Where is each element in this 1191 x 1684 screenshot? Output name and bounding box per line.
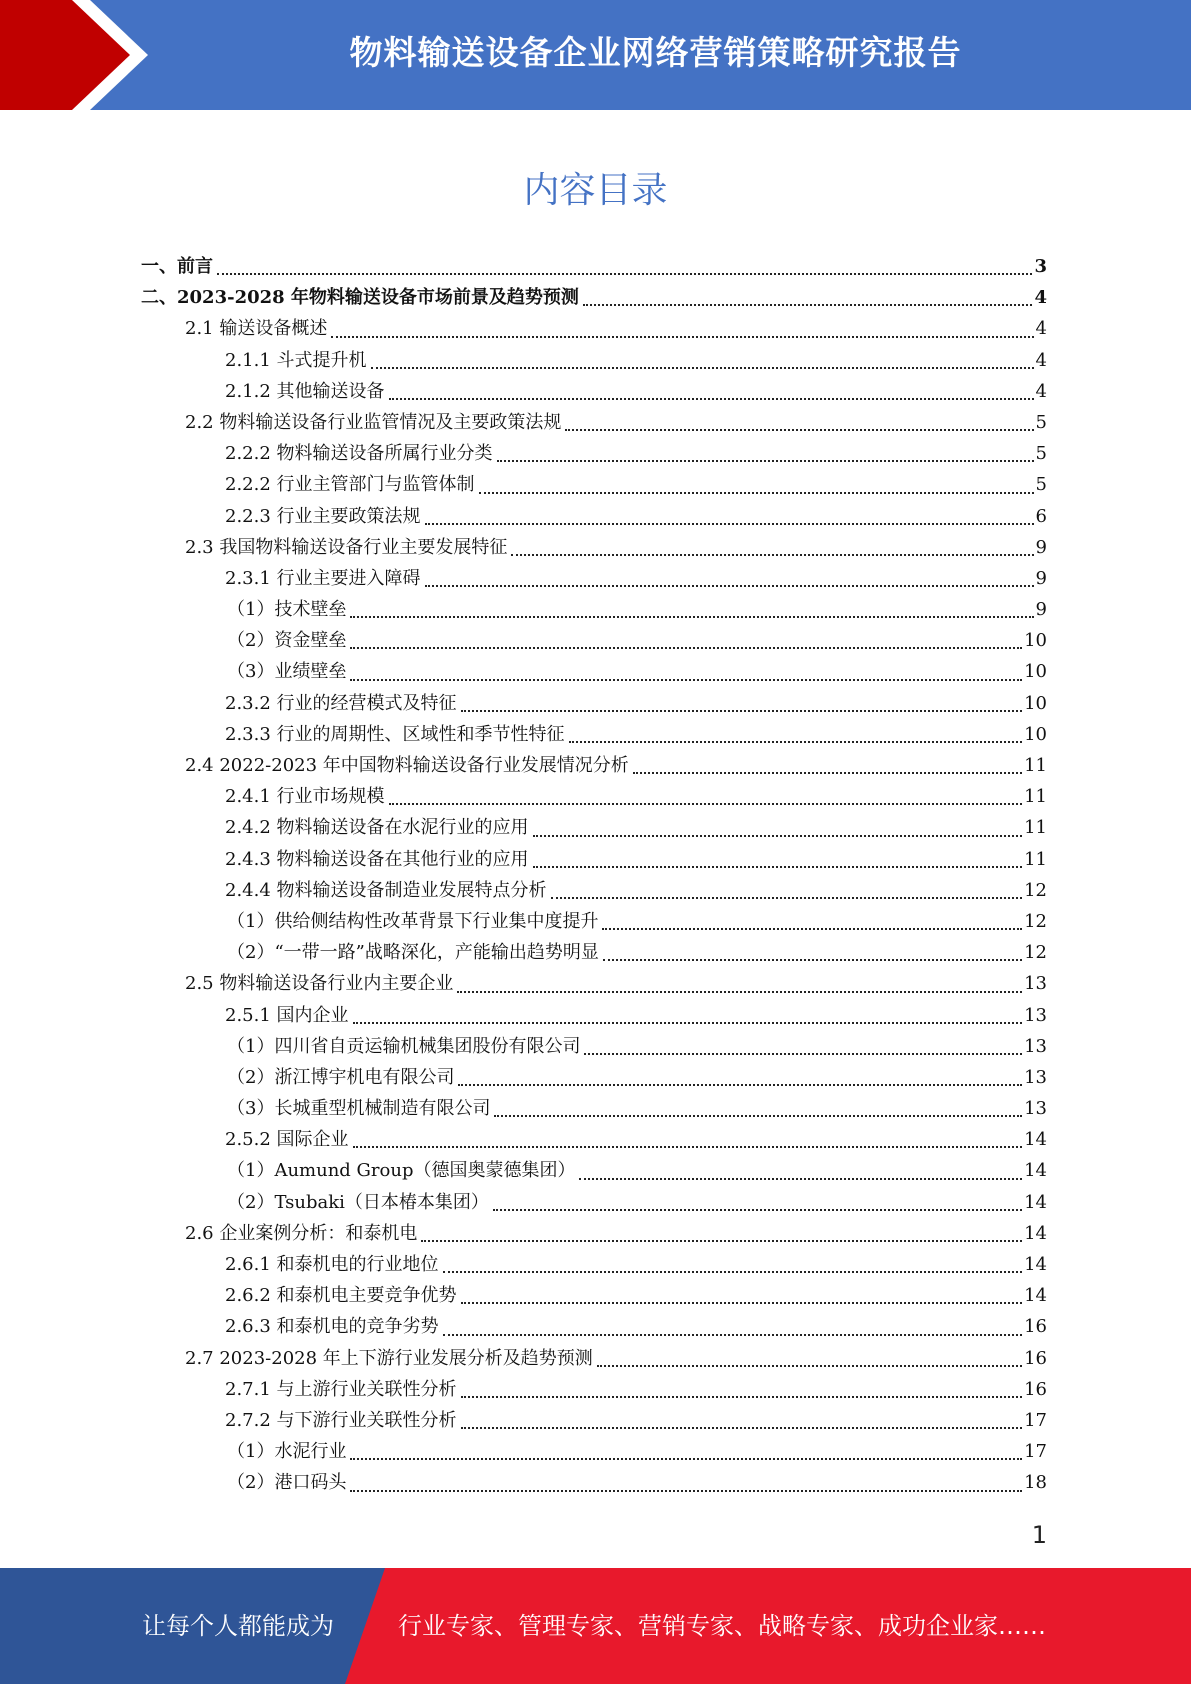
toc-entry[interactable]	[141, 564, 1047, 595]
toc-entry-page: 13	[1024, 1004, 1047, 1026]
toc-entry-page: 10	[1024, 723, 1047, 745]
toc-entry[interactable]	[141, 1437, 1047, 1468]
toc-entry-label: （1）水泥行业	[227, 1441, 347, 1463]
toc-dot-leader	[353, 1020, 1023, 1024]
toc-entry[interactable]	[141, 969, 1047, 1000]
toc-dot-leader	[350, 614, 1033, 618]
toc-entry-page: 5	[1035, 474, 1047, 496]
toc-entry-page: 13	[1024, 973, 1047, 995]
toc-entry[interactable]	[141, 657, 1047, 688]
toc-entry-page: 4	[1035, 380, 1047, 402]
toc-heading: 内容目录	[523, 170, 668, 211]
toc-entry-label: 2.3 我国物料输送设备行业主要发展特征	[185, 536, 508, 558]
toc-dot-leader	[421, 1238, 1022, 1242]
toc-entry[interactable]	[141, 1188, 1047, 1219]
toc-entry-label: 2.6.3 和泰机电的竞争劣势	[225, 1316, 439, 1338]
toc-entry-page: 14	[1024, 1129, 1047, 1151]
toc-entry[interactable]	[141, 1125, 1047, 1156]
toc-entry-page: 14	[1024, 1160, 1047, 1182]
toc-entry-label: 2.2 物料输送设备行业监管情况及主要政策法规	[185, 411, 562, 433]
toc-entry[interactable]	[141, 377, 1047, 408]
toc-dot-leader	[457, 989, 1022, 993]
toc-entry-label: 2.7.2 与下游行业关联性分析	[225, 1409, 457, 1431]
toc-entry-page: 6	[1035, 505, 1047, 527]
toc-entry[interactable]	[141, 782, 1047, 813]
toc-entry[interactable]	[141, 283, 1047, 314]
toc-dot-leader	[217, 271, 1032, 275]
header-bar	[0, 0, 1191, 110]
toc-entry-label: 2.4.3 物料输送设备在其他行业的应用	[225, 848, 529, 870]
toc-entry-page: 16	[1024, 1316, 1047, 1338]
toc-entry-label: 2.1 输送设备概述	[185, 318, 328, 340]
toc-entry[interactable]	[141, 252, 1047, 283]
toc-entry-label: 二、2023-2028 年物料输送设备市场前景及趋势预测	[141, 287, 579, 309]
toc-entry[interactable]	[141, 533, 1047, 564]
toc-dot-leader	[565, 427, 1033, 431]
page-number: 1	[1031, 1521, 1047, 1549]
toc-entry-label: （2）Tsubaki（日本椿本集团）	[227, 1191, 489, 1213]
toc-entry-label: 一、前言	[141, 256, 213, 277]
toc-entry-page: 13	[1024, 1066, 1047, 1088]
toc-entry-page: 11	[1024, 817, 1047, 839]
toc-entry-page: 17	[1024, 1441, 1047, 1463]
toc-entry[interactable]	[141, 845, 1047, 876]
toc-entry-page: 10	[1024, 692, 1047, 714]
toc-entry[interactable]	[141, 1250, 1047, 1281]
toc-entry-page: 10	[1024, 630, 1047, 652]
toc-entry-page: 16	[1024, 1378, 1047, 1400]
toc-entry-label: 2.6 企业案例分析：和泰机电	[185, 1222, 418, 1244]
toc-entry-label: 2.5.1 国内企业	[225, 1004, 349, 1026]
toc-entry-label: 2.3.3 行业的周期性、区域性和季节性特征	[225, 723, 565, 745]
toc-entry[interactable]	[141, 1032, 1047, 1063]
toc-entry-label: （2）浙江博宇机电有限公司	[227, 1066, 455, 1088]
toc-entry-page: 12	[1024, 910, 1047, 932]
toc-dot-leader	[603, 957, 1022, 961]
toc-entry-page: 4	[1035, 349, 1047, 371]
toc-entry-page: 9	[1035, 599, 1047, 621]
toc-entry-page: 18	[1024, 1472, 1047, 1494]
toc-entry[interactable]	[141, 1063, 1047, 1094]
toc-dot-leader	[579, 1176, 1022, 1180]
toc-entry[interactable]	[141, 1406, 1047, 1437]
toc-dot-leader	[350, 1488, 1022, 1492]
toc-entry-page: 14	[1024, 1285, 1047, 1307]
toc-entry-label: 2.4.4 物料输送设备制造业发展特点分析	[225, 879, 547, 901]
toc-entry-page: 12	[1024, 942, 1047, 964]
toc-dot-leader	[533, 864, 1023, 868]
toc-entry-label: 2.2.2 行业主管部门与监管体制	[225, 474, 475, 496]
toc-entry-label: （2）资金壁垒	[227, 630, 347, 652]
footer-slogan-right: 行业专家、管理专家、营销专家、战略专家、成功企业家……	[398, 1612, 1046, 1640]
toc-entry[interactable]	[141, 1094, 1047, 1125]
toc-dot-leader	[350, 677, 1022, 681]
toc-dot-leader	[443, 1269, 1023, 1273]
toc-entry-label: 2.6.1 和泰机电的行业地位	[225, 1254, 439, 1275]
header-arrow-logo	[0, 0, 150, 110]
toc-entry-page: 16	[1024, 1347, 1047, 1369]
toc-entry-label: 2.1.1 斗式提升机	[225, 349, 367, 371]
toc-entry[interactable]	[141, 907, 1047, 938]
toc-entry[interactable]	[141, 502, 1047, 533]
toc-entry-page: 9	[1035, 536, 1047, 558]
toc-entry[interactable]	[141, 1001, 1047, 1032]
toc-entry-label: （3）长城重型机械制造有限公司	[227, 1098, 491, 1120]
toc-entry[interactable]	[141, 314, 1047, 345]
toc-entry-label: 2.5 物料输送设备行业内主要企业	[185, 973, 454, 995]
toc-entry-page: 3	[1034, 256, 1047, 277]
toc-entry-label: 2.6.2 和泰机电主要竞争优势	[225, 1285, 457, 1307]
toc-entry[interactable]	[141, 876, 1047, 907]
toc-entry-label: 2.4 2022-2023 年中国物料输送设备行业发展情况分析	[185, 755, 629, 776]
toc-entry-page: 17	[1024, 1409, 1047, 1431]
toc-entry[interactable]	[141, 595, 1047, 626]
toc-entry-label: （2）港口码头	[227, 1472, 347, 1494]
toc-entry-page: 13	[1024, 1098, 1047, 1120]
toc-entry[interactable]	[141, 938, 1047, 969]
toc-entry[interactable]	[141, 1468, 1047, 1499]
toc-entry-label: （1）Aumund Group（德国奥蒙德集团）	[227, 1160, 576, 1182]
toc-dot-leader	[597, 1363, 1022, 1367]
toc-dot-leader	[511, 552, 1033, 556]
toc-dot-leader	[458, 1082, 1022, 1086]
toc-entry-page: 4	[1034, 287, 1047, 309]
toc-dot-leader	[331, 334, 1033, 338]
toc-dot-leader	[583, 302, 1033, 306]
table-of-contents	[141, 252, 1047, 1500]
toc-entry-page: 4	[1035, 318, 1047, 340]
toc-dot-leader	[633, 770, 1022, 774]
toc-entry-page: 11	[1024, 848, 1047, 870]
toc-entry-page: 10	[1024, 661, 1047, 683]
report-title: 物料输送设备企业网络营销策略研究报告	[349, 33, 962, 72]
footer-slogan-left: 让每个人都能成为	[142, 1612, 334, 1640]
toc-entry[interactable]	[141, 689, 1047, 720]
toc-entry[interactable]	[141, 1344, 1047, 1375]
toc-entry[interactable]	[141, 720, 1047, 751]
toc-entry-label: 2.7.1 与上游行业关联性分析	[225, 1378, 457, 1400]
toc-entry-page: 14	[1024, 1222, 1047, 1244]
toc-dot-leader	[353, 1144, 1023, 1148]
toc-entry-label: 2.5.2 国际企业	[225, 1129, 349, 1151]
toc-dot-leader	[443, 1332, 1023, 1336]
toc-entry-label: 2.4.1 行业市场规模	[225, 786, 385, 808]
toc-entry-label: （1）供给侧结构性改革背景下行业集中度提升	[227, 910, 599, 932]
toc-dot-leader	[493, 1207, 1022, 1211]
toc-entry[interactable]	[141, 626, 1047, 657]
toc-entry[interactable]	[141, 439, 1047, 470]
toc-entry[interactable]	[141, 751, 1047, 782]
toc-dot-leader	[602, 926, 1022, 930]
toc-dot-leader	[350, 645, 1022, 649]
toc-dot-leader	[371, 365, 1034, 369]
toc-entry-page: 9	[1035, 567, 1047, 589]
toc-dot-leader	[533, 833, 1023, 837]
toc-dot-leader	[461, 1300, 1023, 1304]
toc-entry[interactable]	[141, 1156, 1047, 1187]
toc-entry-label: 2.2.3 行业主要政策法规	[225, 505, 421, 527]
toc-entry[interactable]	[141, 813, 1047, 844]
toc-entry[interactable]	[141, 1375, 1047, 1406]
toc-entry-label: 2.3.1 行业主要进入障碍	[225, 567, 421, 589]
toc-entry-page: 12	[1024, 879, 1047, 901]
toc-dot-leader	[584, 1051, 1022, 1055]
toc-dot-leader	[551, 895, 1023, 899]
toc-dot-leader	[497, 458, 1034, 462]
toc-entry-label: （1）四川省自贡运输机械集团股份有限公司	[227, 1035, 581, 1057]
toc-entry[interactable]	[141, 1312, 1047, 1343]
toc-dot-leader	[479, 490, 1034, 494]
toc-dot-leader	[350, 1456, 1022, 1460]
toc-entry-label: （2）“一带一路”战略深化，产能输出趋势明显	[227, 942, 599, 964]
toc-entry-label: 2.3.2 行业的经营模式及特征	[225, 692, 457, 714]
toc-entry-label: 2.7 2023-2028 年上下游行业发展分析及趋势预测	[185, 1347, 593, 1369]
toc-entry-label: 2.4.2 物料输送设备在水泥行业的应用	[225, 817, 529, 839]
footer-bar	[0, 1568, 1191, 1684]
toc-dot-leader	[461, 708, 1023, 712]
toc-entry-page: 13	[1024, 1035, 1047, 1057]
toc-dot-leader	[389, 801, 1023, 805]
toc-dot-leader	[461, 1425, 1023, 1429]
toc-entry-label: （3）业绩壁垒	[227, 661, 347, 683]
toc-entry-page: 14	[1024, 1191, 1047, 1213]
toc-entry-page: 11	[1024, 755, 1047, 776]
toc-entry[interactable]	[141, 1281, 1047, 1312]
toc-dot-leader	[425, 583, 1034, 587]
toc-entry-label: （1）技术壁垒	[227, 599, 347, 621]
toc-entry-label: 2.1.2 其他输送设备	[225, 380, 385, 402]
toc-entry-page: 11	[1024, 786, 1047, 808]
toc-dot-leader	[389, 396, 1034, 400]
toc-entry[interactable]	[141, 470, 1047, 501]
toc-entry[interactable]	[141, 346, 1047, 377]
toc-dot-leader	[461, 1394, 1023, 1398]
toc-entry-page: 5	[1035, 411, 1047, 433]
toc-dot-leader	[425, 521, 1034, 525]
toc-dot-leader	[569, 739, 1023, 743]
toc-entry[interactable]	[141, 1219, 1047, 1250]
toc-entry-label: 2.2.2 物料输送设备所属行业分类	[225, 443, 493, 465]
toc-entry-page: 14	[1024, 1254, 1047, 1275]
toc-dot-leader	[494, 1113, 1022, 1117]
toc-entry-page: 5	[1035, 443, 1047, 465]
toc-entry[interactable]	[141, 408, 1047, 439]
